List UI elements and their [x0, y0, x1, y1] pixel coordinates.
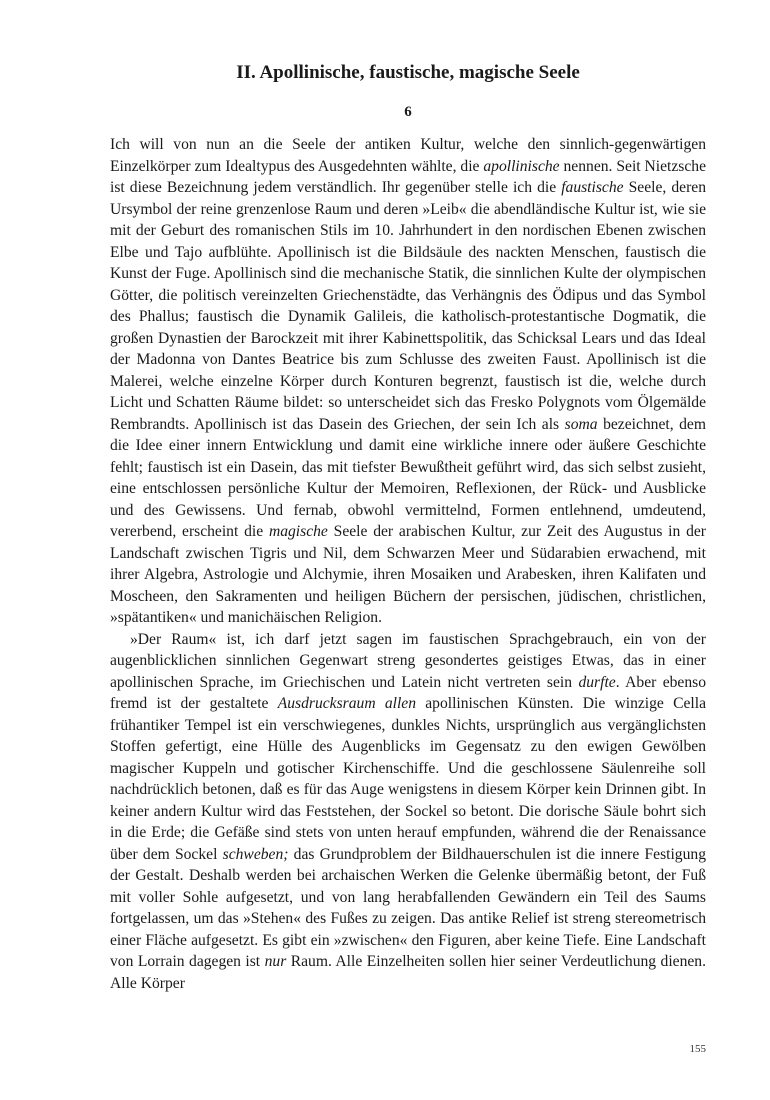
emphasis-text: Ausdrucksraum allen: [277, 695, 417, 712]
emphasis-text: magische: [268, 523, 328, 540]
text-run: »Der Raum« ist, ich darf jetzt sagen im faustischen Sprachgebrauch, ein von der augenblicklichen sinnlichen Gegenwart streng gesondertes geistiges Etwas, das in einer apollinischen Sprache, im Griechischen und Latein nicht vertreten sein: [110, 630, 706, 691]
paragraph-1: [110, 134, 706, 629]
book-page: [110, 60, 706, 994]
paragraph-2: [110, 629, 706, 995]
text-run: nennen. Seit Nietzsche ist diese Bezeichnung jedem verständlich. Ihr gegenüber stelle ich die: [110, 157, 706, 196]
emphasis-text: soma: [564, 415, 598, 433]
emphasis-text: durfte: [578, 673, 616, 691]
text-run: Seele der arabischen Kultur, zur Zeit des Augustus in der Landschaft zwischen Tigris und Nil, dem Schwarzen Meer und Südarabien erwachend, mit ihrer Algebra, Astrologie und Alchymie, ihren Mosaiken und Arabesken, ihren Kalifaten und Moscheen, den Sakramenten und heiligen Büchern der persischen, jüdischen, christlichen, »spätantiken« und manichäischen Religion.: [110, 523, 707, 626]
text-run: bezeichnet, dem die Idee einer innern Entwicklung und damit eine wirkliche innere oder äußere Geschichte fehlt; faustisch ist ein Dasein, das mit tiefster Bewußtheit geführt wird, das sich selbst zusieht, eine entschlossen persönliche Kultur der Memoiren, Reflexionen, der Rück- und Ausblicke und des Gewissens. Und fernab, obwohl vermittelnd, Formen entlehnend, umdeutend, vererbend, erscheint die: [110, 415, 706, 540]
text-run: Seele, deren Ursymbol der reine grenzenlose Raum und deren »Leib« die abendländische Kultur ist, wie sie mit der Geburt des romanischen Stils im 10. Jahrhundert in den nordischen Ebenen zwischen Elbe und Tajo aufblühte. Apollinisch ist die Bildsäule des nackten Menschen, faustisch die Kunst der Fuge. Apollinisch sind die mechanische Statik, die sinnlichen Kulte der olympischen Götter, die politisch vereinzelten Griechenstädte, das Verhängnis des Ödipus und das Symbol des Phallus; faustisch die Dynamik Galileis, die katholisch-protestantische Dogmatik, die großen Dynastien der Barockzeit mit ihrer Kabinettspolitik, das Schicksal Lears und das Ideal der Madonna von Dantes Beatrice bis zum Schlusse des zweiten Faust. Apollinisch ist die Malerei, welche einzelne Körper durch Konturen begrenzt, faustisch ist die, welche durch Licht und Schatten Räume bildet: so unterscheidet sich das Fresko Polygnots vom Ölgemälde Rembrandts. Apollinisch ist das Dasein des Griechen, der sein Ich als: [110, 179, 706, 433]
emphasis-text: nur: [264, 953, 287, 970]
section-number: 6: [404, 104, 412, 120]
text-run: . Aber ebenso fremd ist der gestaltete: [110, 673, 706, 712]
emphasis-text: schweben;: [222, 845, 289, 863]
body-text: [110, 134, 706, 994]
chapter-title: II. Apollinische, faustische, magische Seele: [236, 62, 580, 83]
emphasis-text: apollinische: [483, 157, 560, 175]
text-run: Ich will von nun an die Seele der antiken Kultur, welche den sinnlich-gegenwärtigen Einzelkörper zum Idealtypus des Ausgedehnten wählte, die: [110, 136, 706, 175]
emphasis-text: faustische: [561, 179, 624, 196]
text-run: Raum. Alle Einzelheiten sollen hier seiner Verdeutlichung dienen. Alle Körper: [110, 953, 706, 992]
text-run: das Grundproblem der Bildhauerschulen ist die innere Festigung der Gestalt. Deshalb werden bei archaischen Werken die Gelenke übermäßig betont, der Fuß mit voller Sohle aufgesetzt, und von lang herabfallenden Gewändern ein Teil des Saums fortgelassen, um das »Stehen« des Fußes zu zeigen. Das antike Relief ist streng stereometrisch einer Fläche aufgesetzt. Es gibt ein »zwischen« den Figuren, aber keine Tiefe. Eine Landschaft von Lorrain dagegen ist: [110, 845, 706, 970]
text-run: apollinischen Künsten. Die winzige Cella frühantiker Tempel ist ein verschwiegenes, dunkles Nichts, ursprünglich aus vergänglichsten Stoffen gefertigt, eine Hülle des Augenblicks im Gegensatz zu den ewigen Gewölben magischer Kuppeln und gotischer Kirchenschiffe. Und die geschlossene Säulenreihe soll nachdrücklich betonen, daß es für das Auge wenigstens in diesem Körper kein Drinnen gibt. In keiner andern Kultur wird das Feststehen, der Sockel so betont. Die dorische Säule bohrt sich in die Erde; die Gefäße sind stets von unten herauf empfunden, während die der Renaissance über dem Sockel: [110, 695, 706, 863]
page-number: 155: [689, 1043, 706, 1055]
